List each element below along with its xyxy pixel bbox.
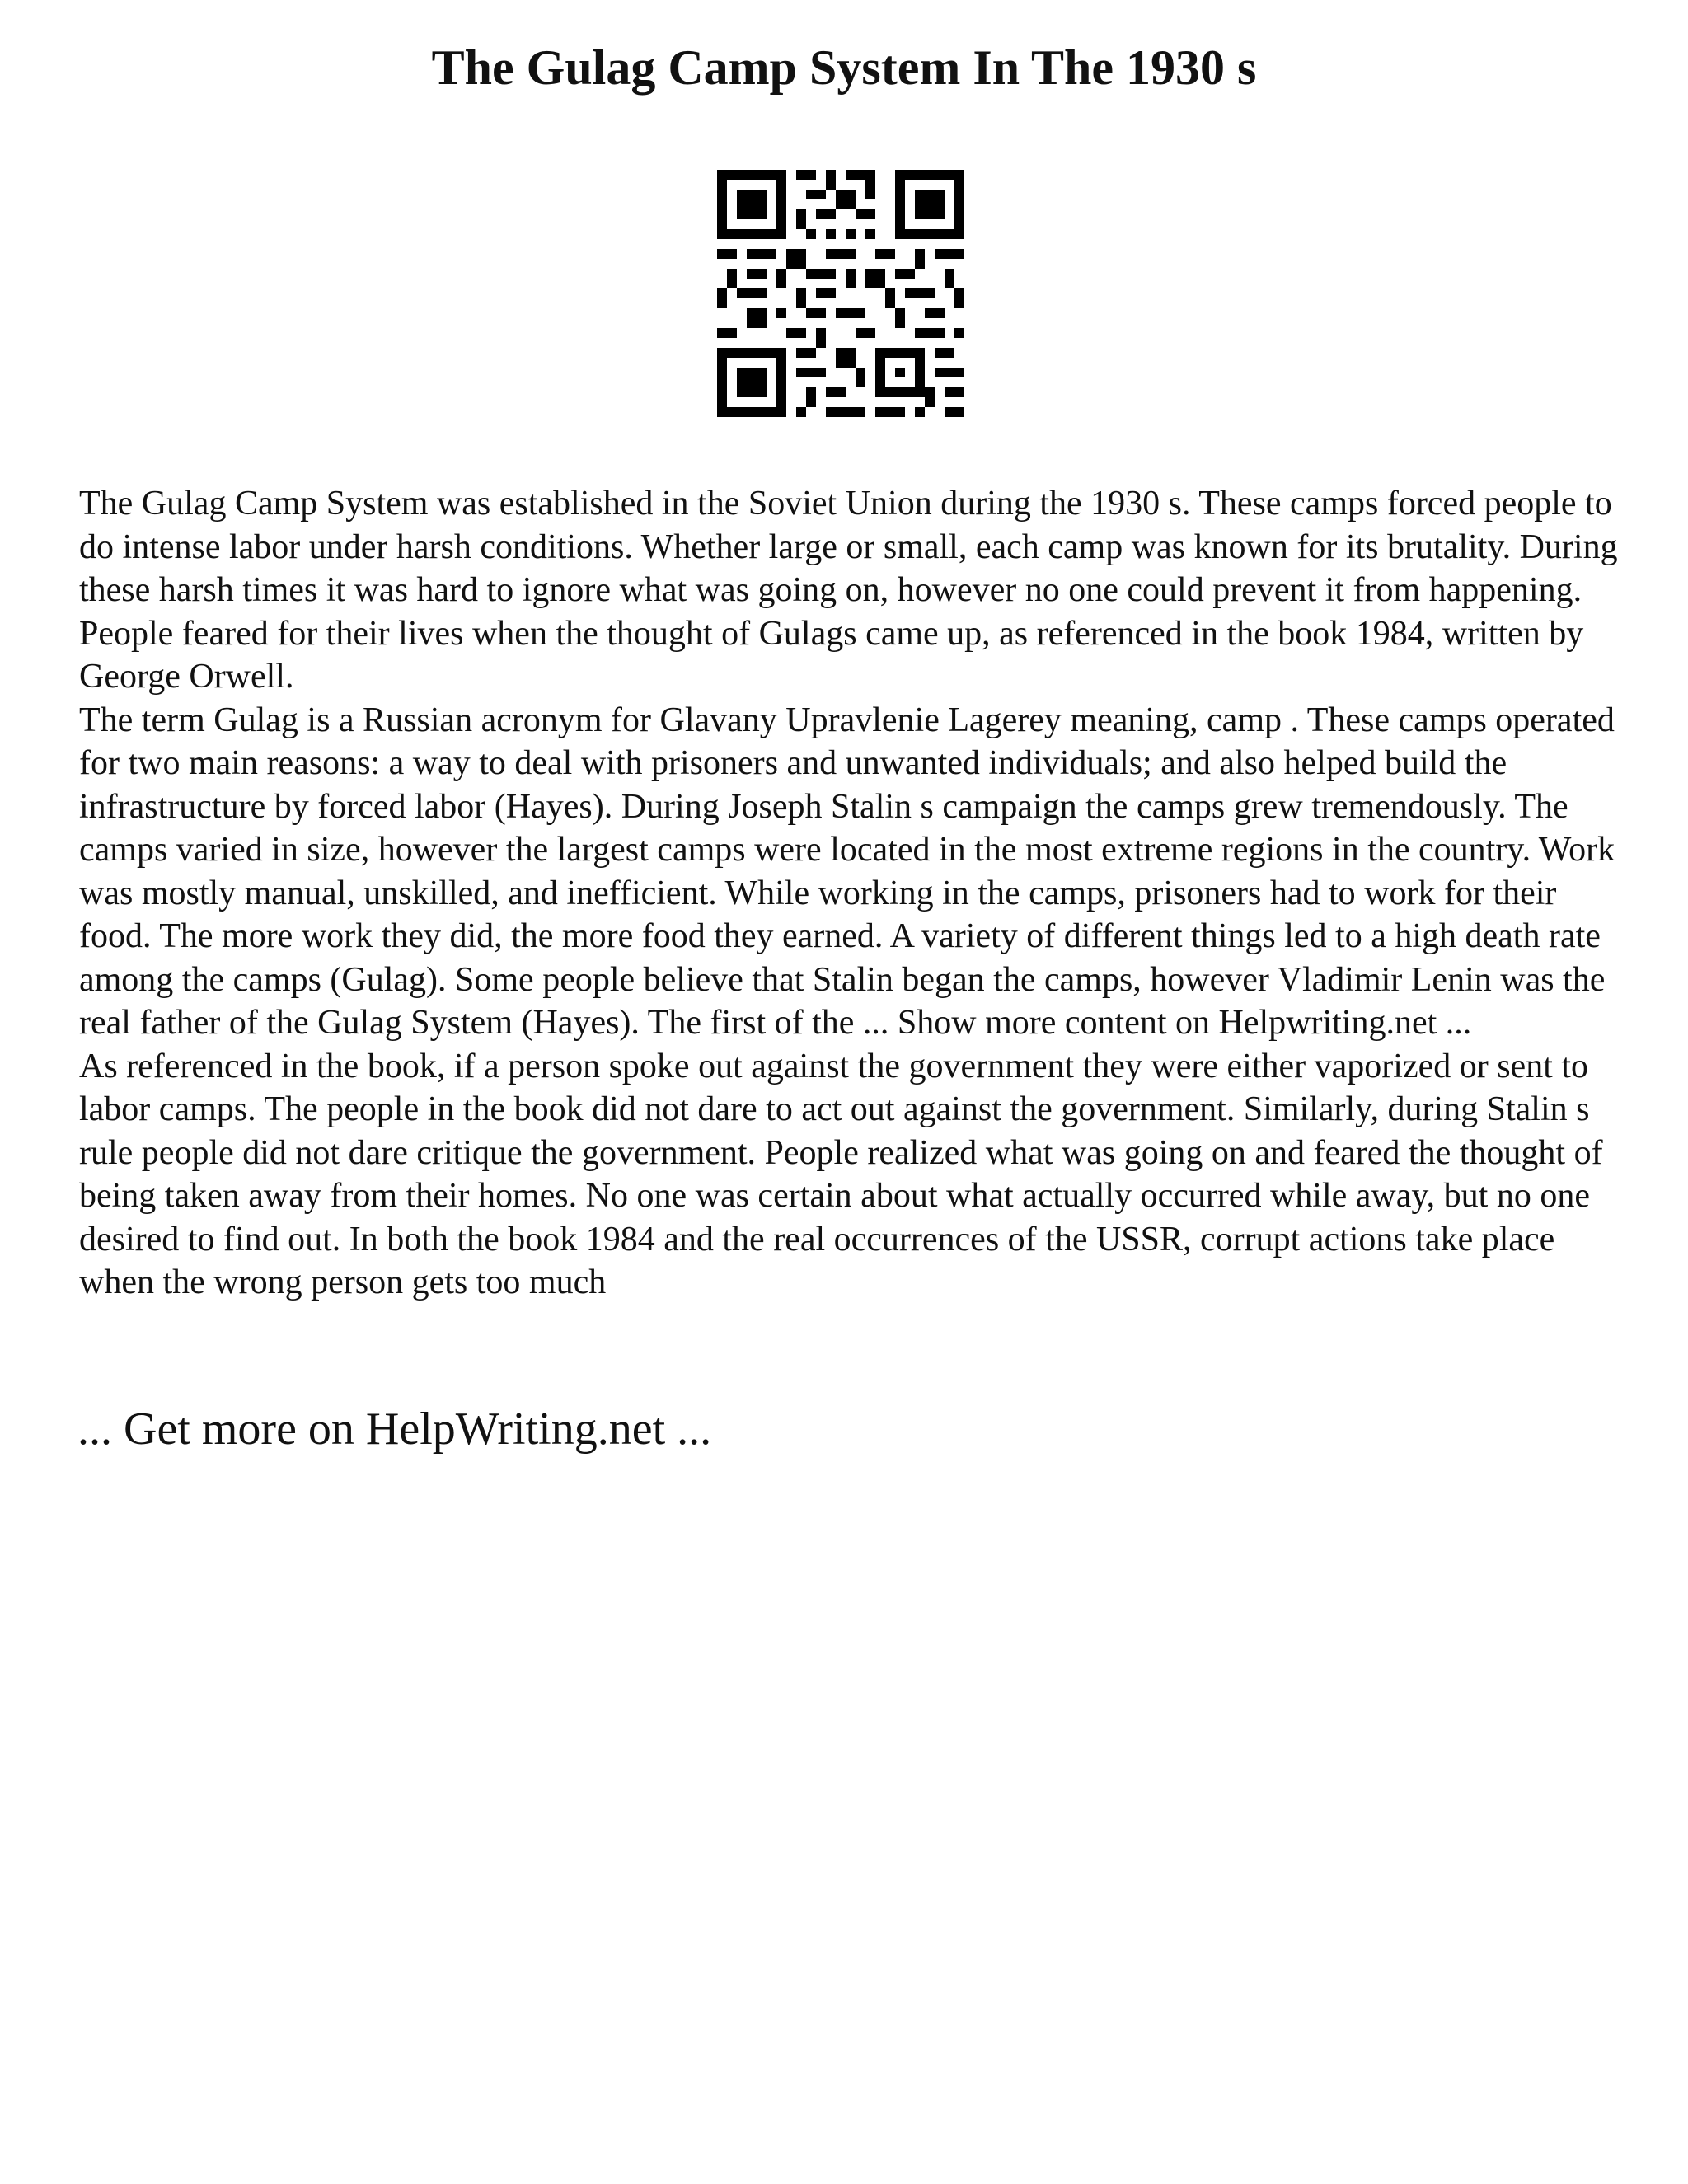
paragraph: As referenced in the book, if a person spoke out against the government they were either vaporized or sent to labor camps. The people in the book did not dare to act out against the government. Similarly, during Stalin s rule people did not dare critique the government. People realized what was going on and feared the thought of being taken away from their homes. No one was certain about what actually occurred while away, but no one desired to find out. In both the book 1984 and the real occurrences of the USSR, corrupt actions take place when the wrong person gets too much: [79, 1047, 1603, 1301]
page-title: The Gulag Camp System In The 1930 s: [431, 40, 1257, 95]
get-more-link[interactable]: ... Get more on HelpWriting.net ...: [77, 1404, 712, 1455]
paragraph: The term Gulag is a Russian acronym for Glavany Upravlenie Lagerey meaning, camp . These camps operated for two main reasons: a way to deal with prisoners and unwanted individuals; and also helped build the infrastructure by forced labor (Hayes). During Joseph Stalin s campaign the camps grew tremendously. The camps varied in size, however the largest camps were located in the most extreme regions in the country. Work was mostly manual, unskilled, and inefficient. While working in the camps, prisoners had to work for their food. The more work they did, the more food they earned. A variety of different things led to a high death rate among the camps (Gulag). Some people believe that Stalin began the camps, however Vladimir Lenin was the real father of the Gulag System (Hayes). The first of the ... Show more content on Helpwriting.net ...: [79, 701, 1615, 1042]
qr-code-icon: [717, 170, 964, 417]
article-body: [79, 482, 1620, 1305]
paragraph: The Gulag Camp System was established in the Soviet Union during the 1930 s. These camps forced people to do intense labor under harsh conditions. Whether large or small, each camp was known for its brutality. During these harsh times it was hard to ignore what was going on, however no one could prevent it from happening. People feared for their lives when the thought of Gulags came up, as referenced in the book 1984, written by George Orwell.: [79, 485, 1618, 696]
